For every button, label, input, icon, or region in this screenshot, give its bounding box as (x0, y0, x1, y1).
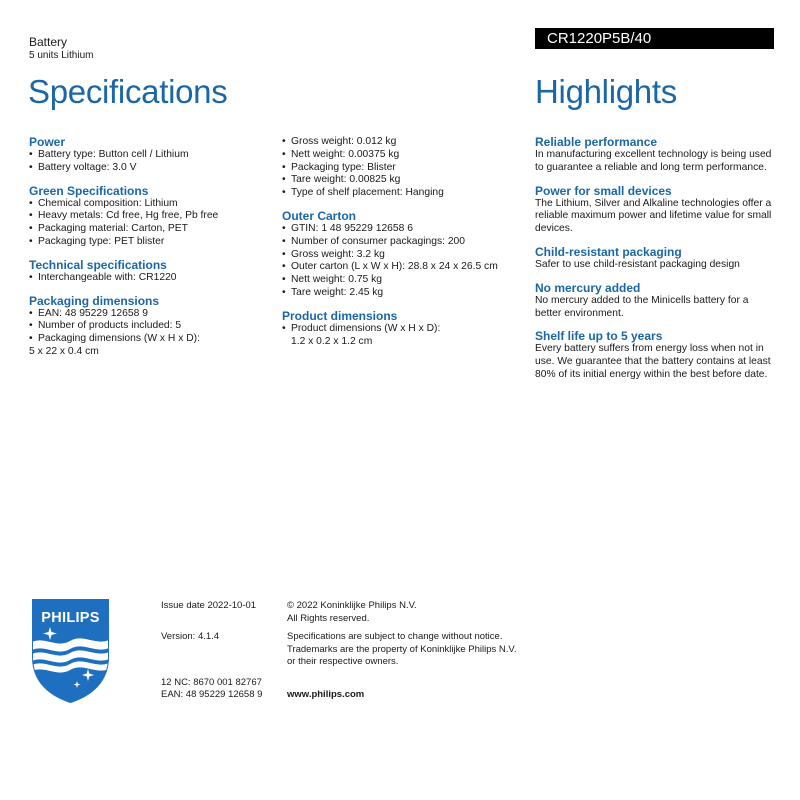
list-item: • Outer carton (L x W x H): 28.8 x 24 x 26.5 cm (282, 261, 527, 274)
section-title: Power (29, 135, 66, 149)
list-item: • Packaging dimensions (W x H x D): (29, 333, 269, 346)
highlight-child-resistant (535, 246, 775, 272)
section-power (29, 136, 269, 175)
section-packaging-dimensions (29, 295, 269, 359)
list-item: • Nett weight: 0.00375 kg (282, 149, 527, 162)
rights-line: All Rights reserved. (287, 612, 370, 624)
section-technical-specifications (29, 259, 269, 285)
list-item: • Battery voltage: 3.0 V (29, 162, 269, 175)
spec-column-2 (282, 136, 527, 348)
section-title: Product dimensions (282, 308, 398, 323)
continuation-text: 1.2 x 0.2 x 1.2 cm (291, 335, 373, 347)
highlights-column (535, 136, 775, 382)
issue-date: Issue date 2022-10-01 (161, 600, 257, 611)
section-title: Green Specifications (29, 183, 149, 198)
section-title: Packaging dimensions (29, 293, 160, 308)
list-item: • Heavy metals: Cd free, Hg free, Pb free (29, 210, 269, 223)
specifications-title: Specifications (28, 73, 228, 110)
ean-number: EAN: 48 95229 12658 9 (161, 689, 263, 700)
highlight-title: Power for small devices (535, 183, 672, 198)
highlight-title: Reliable performance (535, 135, 658, 149)
continuation-text: 5 x 22 x 0.4 cm (29, 345, 99, 357)
section-green-specifications (29, 185, 269, 249)
list-item: • Gross weight: 0.012 kg (282, 136, 527, 149)
list-item: • Nett weight: 0.75 kg (282, 274, 527, 287)
section-title: Outer Carton (282, 208, 357, 223)
list-item: • Interchangeable with: CR1220 (29, 272, 269, 285)
disclaimer-line: or their respective owners. (287, 656, 399, 667)
product-name: Battery (29, 35, 68, 49)
highlight-text: The Lithium, Silver and Alkaline technologies offer a reliable maximum power and lifetime value for small devices. (535, 197, 772, 235)
highlights-title: Highlights (535, 73, 677, 110)
list-item: • EAN: 48 95229 12658 9 (29, 308, 269, 321)
philips-shield-logo (30, 597, 111, 704)
list-item: • Gross weight: 3.2 kg (282, 249, 527, 262)
highlight-title: Shelf life up to 5 years (535, 329, 663, 344)
version: Version: 4.1.4 (161, 631, 220, 642)
highlight-title: No mercury added (535, 280, 641, 295)
highlight-no-mercury (535, 282, 775, 321)
section-product-dimensions (282, 310, 527, 349)
disclaimer-block (287, 631, 547, 669)
product-subtitle: 5 units Lithium (29, 50, 94, 61)
list-item: • Battery type: Button cell / Lithium (29, 149, 269, 162)
copyright-line: © 2022 Koninklijke Philips N.V. (287, 600, 417, 611)
disclaimer-line: Specifications are subject to change without notice. (287, 631, 503, 642)
list-item: • Tare weight: 0.00825 kg (282, 174, 527, 187)
list-item: • Chemical composition: Lithium (29, 198, 269, 211)
spec-column-1 (29, 136, 269, 359)
list-item: • Tare weight: 2.45 kg (282, 287, 527, 300)
list-item: • Packaging material: Carton, PET (29, 223, 269, 236)
highlight-text: No mercury added to the Minicells battery for a better environment. (535, 294, 749, 319)
highlight-reliable-performance (535, 136, 775, 175)
list-item: • Number of consumer packagings: 200 (282, 236, 527, 249)
list-item: • Product dimensions (W x H x D): (282, 323, 527, 336)
highlight-power-small-devices (535, 185, 775, 236)
highlight-title: Child-resistant packaging (535, 244, 682, 259)
philips-wordmark: PHILIPS (41, 610, 100, 626)
highlight-text: Safer to use child-resistant packaging design (535, 258, 740, 270)
copyright-block (287, 600, 547, 625)
disclaimer-line: Trademarks are the property of Koninklijke Philips N.V. (287, 643, 517, 655)
highlight-shelf-life (535, 330, 775, 381)
list-item: • Packaging type: PET blister (29, 236, 269, 249)
nc-number: 12 NC: 8670 001 82767 (161, 677, 262, 688)
section-outer-carton (282, 210, 527, 300)
list-item: • Number of products included: 5 (29, 320, 269, 333)
packaging-continued (282, 136, 527, 200)
list-item: • Type of shelf placement: Hanging (282, 187, 527, 200)
highlight-text: In manufacturing excellent technology is being used to guarantee a reliable and long term performance. (535, 149, 772, 173)
highlight-text: Every battery suffers from energy loss when not in use. We guarantee that the battery contains at least 80% of its initial energy within the best before date. (535, 343, 771, 380)
model-code-bar: CR1220P5B/40 (535, 28, 774, 49)
list-item: • Packaging type: Blister (282, 162, 527, 175)
section-title: Technical specifications (29, 257, 167, 272)
website-link[interactable]: www.philips.com (287, 689, 365, 700)
list-item: • GTIN: 1 48 95229 12658 6 (282, 223, 527, 236)
